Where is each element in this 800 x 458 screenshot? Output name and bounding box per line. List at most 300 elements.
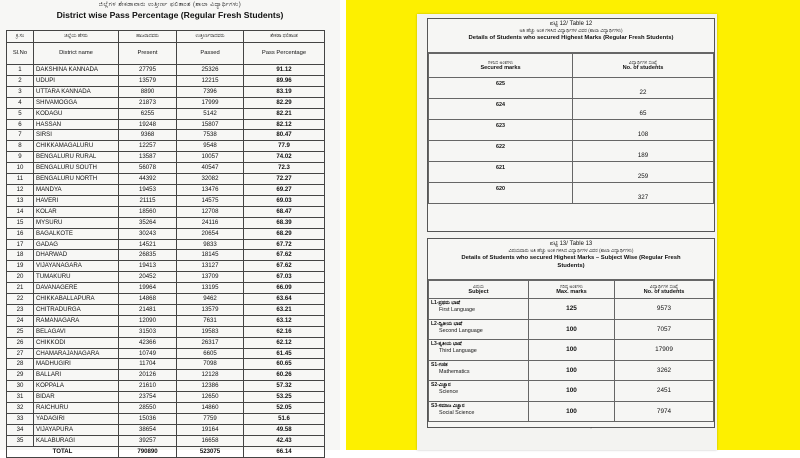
district-slno: 26 bbox=[7, 337, 34, 348]
table13-col-max-kn: ಗರಿಷ್ಠ ಅಂಕಗಳು bbox=[560, 284, 583, 289]
district-passed: 9833 bbox=[177, 239, 244, 250]
district-present: 21115 bbox=[119, 195, 177, 206]
district-row bbox=[7, 326, 325, 337]
district-table-header-row bbox=[7, 43, 325, 65]
district-slno: 10 bbox=[7, 163, 34, 174]
district-slno: 13 bbox=[7, 195, 34, 206]
district-percentage: 68.39 bbox=[244, 217, 325, 228]
district-present: 13587 bbox=[119, 152, 177, 163]
district-name: MYSURU bbox=[34, 217, 119, 228]
col-kn-slno: ಕ್ರ.ಸಂ bbox=[7, 31, 34, 43]
district-slno: 22 bbox=[7, 294, 34, 305]
table13-count: 7974 bbox=[615, 401, 714, 422]
district-slno: 3 bbox=[7, 86, 34, 97]
district-slno: 28 bbox=[7, 359, 34, 370]
table13-body bbox=[429, 299, 714, 422]
district-name: SHIVAMOGGA bbox=[34, 97, 119, 108]
district-percentage: 67.72 bbox=[244, 239, 325, 250]
table13-count: 3262 bbox=[615, 360, 714, 381]
district-name: CHAMARAJANAGARA bbox=[34, 348, 119, 359]
district-slno: 7 bbox=[7, 130, 34, 141]
district-slno: 20 bbox=[7, 272, 34, 283]
district-present: 38654 bbox=[119, 424, 177, 435]
table12 bbox=[428, 53, 714, 204]
district-name: KOPPALA bbox=[34, 381, 119, 392]
district-row bbox=[7, 392, 325, 403]
pen-mark: ˊ bbox=[590, 428, 593, 435]
table13-col-subject-kn: ವಿಷಯ bbox=[472, 284, 484, 289]
district-slno: 17 bbox=[7, 239, 34, 250]
table13-row bbox=[429, 340, 714, 361]
district-percentage: 49.58 bbox=[244, 424, 325, 435]
district-percentage: 82.12 bbox=[244, 119, 325, 130]
district-percentage: 57.32 bbox=[244, 381, 325, 392]
district-passed: 12128 bbox=[177, 370, 244, 381]
district-percentage: 72.27 bbox=[244, 174, 325, 185]
district-name: BAGALKOTE bbox=[34, 228, 119, 239]
district-name: CHIKKODI bbox=[34, 337, 119, 348]
district-passed: 12215 bbox=[177, 75, 244, 86]
table12-marks: 624 bbox=[429, 99, 573, 120]
total-label: TOTAL bbox=[7, 446, 119, 457]
district-name: UDUPI bbox=[34, 75, 119, 86]
table13-col-students-label: No. of students bbox=[643, 289, 685, 295]
table13-subject bbox=[429, 340, 529, 361]
district-table-title: District wise Pass Percentage (Regular Fresh Students) bbox=[56, 10, 284, 20]
district-row bbox=[7, 337, 325, 348]
total-passed: 523075 bbox=[177, 446, 244, 457]
district-percentage: 72.3 bbox=[244, 163, 325, 174]
district-name: SIRSI bbox=[34, 130, 119, 141]
district-row bbox=[7, 65, 325, 76]
table13-col-subject-label: Subject bbox=[468, 289, 489, 295]
district-table-kannada-heading: ಜಿಲ್ಲೆಗಳ ಶೇಕಡಾವಾರು ಉತ್ತೀರ್ಣ ಫಲಿತಾಂಶ (ಶಾಲಾ ವಿದ್ಯಾರ್ಥಿಗಳು) bbox=[98, 2, 242, 8]
district-name: RAMANAGARA bbox=[34, 315, 119, 326]
table13-subject-english: Third Language bbox=[439, 348, 477, 354]
district-row bbox=[7, 359, 325, 370]
table12-row bbox=[429, 141, 714, 162]
table13-subject bbox=[429, 319, 529, 340]
table12-label: ಪಟ್ಟಿ 12/ Table 12 bbox=[549, 21, 593, 27]
table12-col-students-kn: ವಿದ್ಯಾರ್ಥಿಗಳ ಸಂಖ್ಯೆ bbox=[628, 60, 658, 65]
table12-count: 22 bbox=[573, 78, 714, 99]
district-slno: 15 bbox=[7, 217, 34, 228]
district-passed: 13476 bbox=[177, 184, 244, 195]
district-name: BALLARI bbox=[34, 370, 119, 381]
table12-marks: 620 bbox=[429, 183, 573, 204]
district-present: 21873 bbox=[119, 97, 177, 108]
district-passed: 7396 bbox=[177, 86, 244, 97]
table13-max-marks: 100 bbox=[529, 340, 615, 361]
district-slno: 21 bbox=[7, 283, 34, 294]
table12-count: 65 bbox=[573, 99, 714, 120]
district-present: 10749 bbox=[119, 348, 177, 359]
district-slno: 25 bbox=[7, 326, 34, 337]
table12-row bbox=[429, 78, 714, 99]
district-present: 14521 bbox=[119, 239, 177, 250]
district-row bbox=[7, 119, 325, 130]
district-name: VIJAYANAGARA bbox=[34, 261, 119, 272]
district-results-page bbox=[0, 0, 340, 455]
district-name: HAVERI bbox=[34, 195, 119, 206]
district-percentage: 67.03 bbox=[244, 272, 325, 283]
district-passed: 7631 bbox=[177, 315, 244, 326]
table13-kannada-title: ವಿಷಯವಾರು ಅತಿ ಹೆಚ್ಚು ಅಂಕ ಗಳಿಸಿದ ವಿದ್ಯಾರ್ಥಿಗಳ ವಿವರ (ಶಾಲಾ ವಿದ್ಯಾರ್ಥಿಗಳು) bbox=[508, 249, 634, 254]
district-name: BIDAR bbox=[34, 392, 119, 403]
district-name: CHITRADURGA bbox=[34, 304, 119, 315]
district-present: 9368 bbox=[119, 130, 177, 141]
district-passed: 10057 bbox=[177, 152, 244, 163]
district-slno: 29 bbox=[7, 370, 34, 381]
district-percentage: 62.12 bbox=[244, 337, 325, 348]
district-passed: 9462 bbox=[177, 294, 244, 305]
district-table-kannada-header-row bbox=[7, 31, 325, 43]
district-row bbox=[7, 228, 325, 239]
district-slno: 23 bbox=[7, 304, 34, 315]
district-row bbox=[7, 184, 325, 195]
district-percentage: 63.21 bbox=[244, 304, 325, 315]
district-name: BENGALURU RURAL bbox=[34, 152, 119, 163]
district-present: 42366 bbox=[119, 337, 177, 348]
district-name: KODAGU bbox=[34, 108, 119, 119]
district-percentage: 62.16 bbox=[244, 326, 325, 337]
table13-row bbox=[429, 401, 714, 422]
district-name: BENGALURU NORTH bbox=[34, 174, 119, 185]
table13-subject bbox=[429, 381, 529, 402]
col-kn-passed: ಉತ್ತೀರ್ಣರಾದವರು bbox=[177, 31, 244, 43]
table12-box bbox=[427, 18, 715, 232]
district-passed: 19164 bbox=[177, 424, 244, 435]
district-present: 12090 bbox=[119, 315, 177, 326]
district-row bbox=[7, 424, 325, 435]
district-row bbox=[7, 97, 325, 108]
district-name: CHIKKABALLAPURA bbox=[34, 294, 119, 305]
district-name: DAKSHINA KANNADA bbox=[34, 65, 119, 76]
table12-header-row bbox=[429, 54, 714, 78]
district-row bbox=[7, 86, 325, 97]
district-passed: 24116 bbox=[177, 217, 244, 228]
table13-max-marks: 100 bbox=[529, 381, 615, 402]
district-row bbox=[7, 414, 325, 425]
district-passed: 12708 bbox=[177, 206, 244, 217]
district-passed: 13127 bbox=[177, 261, 244, 272]
district-name: KOLAR bbox=[34, 206, 119, 217]
district-name: BELAGAVI bbox=[34, 326, 119, 337]
district-present: 15036 bbox=[119, 414, 177, 425]
district-present: 12257 bbox=[119, 141, 177, 152]
district-passed: 17999 bbox=[177, 97, 244, 108]
district-row bbox=[7, 403, 325, 414]
table13-subject-kannada: L3-ತೃತೀಯ ಭಾಷೆ bbox=[431, 341, 462, 347]
district-present: 26835 bbox=[119, 250, 177, 261]
district-percentage: 82.21 bbox=[244, 108, 325, 119]
col-kn-district: ಜಿಲ್ಲೆಯ ಹೆಸರು bbox=[34, 31, 119, 43]
table13-row bbox=[429, 381, 714, 402]
total-percentage: 66.14 bbox=[244, 446, 325, 457]
table13-subject-english: Science bbox=[439, 389, 459, 395]
district-percentage: 51.6 bbox=[244, 414, 325, 425]
district-percentage: 68.47 bbox=[244, 206, 325, 217]
table13-header bbox=[428, 239, 714, 280]
district-percentage: 83.19 bbox=[244, 86, 325, 97]
district-present: 8890 bbox=[119, 86, 177, 97]
col-kn-percentage: ಶೇಕಡಾ ಫಲಿತಾಂಶ bbox=[244, 31, 325, 43]
district-slno: 12 bbox=[7, 184, 34, 195]
table13-subject-kannada: S3-ಸಮಾಜ ವಿಜ್ಞಾನ bbox=[431, 402, 465, 409]
district-present: 35264 bbox=[119, 217, 177, 228]
district-passed: 32082 bbox=[177, 174, 244, 185]
table12-col-marks bbox=[429, 54, 573, 78]
district-table-body bbox=[7, 65, 325, 447]
table12-marks: 625 bbox=[429, 78, 573, 99]
district-present: 20126 bbox=[119, 370, 177, 381]
district-row bbox=[7, 250, 325, 261]
district-name: GADAG bbox=[34, 239, 119, 250]
district-name: UTTARA KANNADA bbox=[34, 86, 119, 97]
table12-col-students-label: No. of students bbox=[622, 65, 664, 71]
district-row bbox=[7, 141, 325, 152]
table13-subject-english: Mathematics bbox=[439, 368, 470, 375]
district-name: CHIKKAMAGALURU bbox=[34, 141, 119, 152]
district-row bbox=[7, 174, 325, 185]
district-slno: 24 bbox=[7, 315, 34, 326]
district-passed: 16658 bbox=[177, 435, 244, 446]
district-row bbox=[7, 348, 325, 359]
district-name: YADAGIRI bbox=[34, 414, 119, 425]
total-present: 790890 bbox=[119, 446, 177, 457]
district-present: 19413 bbox=[119, 261, 177, 272]
district-row bbox=[7, 294, 325, 305]
table13-col-max bbox=[529, 281, 615, 299]
col-slno: Sl.No bbox=[7, 43, 34, 65]
district-row bbox=[7, 130, 325, 141]
table13 bbox=[428, 280, 714, 422]
table12-count: 259 bbox=[573, 162, 714, 183]
district-percentage: 53.25 bbox=[244, 392, 325, 403]
district-name: HASSAN bbox=[34, 119, 119, 130]
district-name: TUMAKURU bbox=[34, 272, 119, 283]
table12-header bbox=[428, 19, 714, 53]
district-passed: 9548 bbox=[177, 141, 244, 152]
district-present: 19964 bbox=[119, 283, 177, 294]
table12-count: 327 bbox=[573, 183, 714, 204]
district-row bbox=[7, 195, 325, 206]
district-percentage: 63.64 bbox=[244, 294, 325, 305]
district-name: DAVANAGERE bbox=[34, 283, 119, 294]
district-percentage: 60.65 bbox=[244, 359, 325, 370]
district-passed: 7538 bbox=[177, 130, 244, 141]
district-name: BENGALURU SOUTH bbox=[34, 163, 119, 174]
table13-max-marks: 125 bbox=[529, 299, 615, 320]
district-passed: 14860 bbox=[177, 403, 244, 414]
district-passed: 6605 bbox=[177, 348, 244, 359]
district-present: 14868 bbox=[119, 294, 177, 305]
table13-subject bbox=[429, 360, 529, 381]
district-percentage: 61.45 bbox=[244, 348, 325, 359]
table13-subject-english: Second Language bbox=[439, 327, 483, 334]
district-pass-table bbox=[6, 30, 325, 458]
district-percentage: 67.62 bbox=[244, 261, 325, 272]
district-slno: 32 bbox=[7, 403, 34, 414]
district-percentage: 60.26 bbox=[244, 370, 325, 381]
table13-max-marks: 100 bbox=[529, 401, 615, 422]
district-row bbox=[7, 370, 325, 381]
district-passed: 13709 bbox=[177, 272, 244, 283]
district-percentage: 74.02 bbox=[244, 152, 325, 163]
district-present: 27795 bbox=[119, 65, 177, 76]
district-row bbox=[7, 315, 325, 326]
district-passed: 13195 bbox=[177, 283, 244, 294]
district-slno: 6 bbox=[7, 119, 34, 130]
district-row bbox=[7, 163, 325, 174]
table13-subject-english: Social Science bbox=[439, 409, 475, 416]
district-percentage: 82.29 bbox=[244, 97, 325, 108]
table13-col-students bbox=[615, 281, 714, 299]
district-slno: 34 bbox=[7, 424, 34, 435]
district-slno: 18 bbox=[7, 250, 34, 261]
district-present: 11704 bbox=[119, 359, 177, 370]
district-percentage: 77.9 bbox=[244, 141, 325, 152]
district-present: 31503 bbox=[119, 326, 177, 337]
district-slno: 5 bbox=[7, 108, 34, 119]
table12-marks: 623 bbox=[429, 120, 573, 141]
district-percentage: 69.03 bbox=[244, 195, 325, 206]
district-slno: 1 bbox=[7, 65, 34, 76]
district-row bbox=[7, 304, 325, 315]
district-row bbox=[7, 152, 325, 163]
district-slno: 31 bbox=[7, 392, 34, 403]
district-percentage: 52.05 bbox=[244, 403, 325, 414]
table12-row bbox=[429, 120, 714, 141]
district-passed: 15807 bbox=[177, 119, 244, 130]
district-passed: 5142 bbox=[177, 108, 244, 119]
district-passed: 13579 bbox=[177, 304, 244, 315]
district-present: 23754 bbox=[119, 392, 177, 403]
district-name: MADHUGIRI bbox=[34, 359, 119, 370]
table13-title: Details of Students who secured Highest Marks – Subject Wise (Regular Fresh Students) bbox=[461, 255, 681, 269]
table12-count: 108 bbox=[573, 120, 714, 141]
table12-marks: 622 bbox=[429, 141, 573, 162]
district-percentage: 42.43 bbox=[244, 435, 325, 446]
district-name: MANDYA bbox=[34, 184, 119, 195]
table13-col-students-kn: ವಿದ್ಯಾರ್ಥಿಗಳ ಸಂಖ್ಯೆ bbox=[649, 284, 679, 289]
district-name: DHARWAD bbox=[34, 250, 119, 261]
district-total-row bbox=[7, 446, 325, 457]
district-present: 19453 bbox=[119, 184, 177, 195]
district-slno: 19 bbox=[7, 261, 34, 272]
district-slno: 27 bbox=[7, 348, 34, 359]
district-passed: 14575 bbox=[177, 195, 244, 206]
table12-count: 189 bbox=[573, 141, 714, 162]
table13-subject-english: First Language bbox=[439, 307, 475, 313]
district-row bbox=[7, 75, 325, 86]
district-row bbox=[7, 239, 325, 250]
district-present: 19248 bbox=[119, 119, 177, 130]
district-percentage: 91.12 bbox=[244, 65, 325, 76]
table13-row bbox=[429, 319, 714, 340]
district-slno: 2 bbox=[7, 75, 34, 86]
table13-col-max-label: Max. marks bbox=[556, 289, 587, 295]
table13-label: ಪಟ್ಟಿ 13/ Table 13 bbox=[549, 241, 593, 247]
table13-subject-kannada: L2-ದ್ವಿತೀಯ ಭಾಷೆ bbox=[431, 320, 463, 327]
table13-count: 7057 bbox=[615, 319, 714, 340]
table13-header-row bbox=[429, 281, 714, 299]
district-passed: 26317 bbox=[177, 337, 244, 348]
district-present: 13579 bbox=[119, 75, 177, 86]
district-present: 44392 bbox=[119, 174, 177, 185]
table12-row bbox=[429, 183, 714, 204]
district-row bbox=[7, 217, 325, 228]
table13-max-marks: 100 bbox=[529, 360, 615, 381]
district-passed: 25326 bbox=[177, 65, 244, 76]
col-passed: Passed bbox=[177, 43, 244, 65]
table13-count: 17909 bbox=[615, 340, 714, 361]
district-present: 20452 bbox=[119, 272, 177, 283]
table13-subject bbox=[429, 299, 529, 320]
district-percentage: 67.62 bbox=[244, 250, 325, 261]
district-present: 6255 bbox=[119, 108, 177, 119]
district-passed: 12650 bbox=[177, 392, 244, 403]
table12-marks: 621 bbox=[429, 162, 573, 183]
table12-col-students bbox=[573, 54, 714, 78]
district-slno: 33 bbox=[7, 414, 34, 425]
table13-col-subject bbox=[429, 281, 529, 299]
district-slno: 8 bbox=[7, 141, 34, 152]
district-row bbox=[7, 206, 325, 217]
table13-subject-kannada: S1-ಗಣಿತ bbox=[431, 361, 448, 368]
district-name: KALABURAGI bbox=[34, 435, 119, 446]
table12-title: Details of Students who secured Highest Marks (Regular Fresh Students) bbox=[468, 35, 674, 41]
table12-col-marks-label: Secured marks bbox=[480, 65, 521, 71]
table12-col-marks-kn: ಗಳಿಸಿದ ಅಂಕಗಳು bbox=[487, 60, 514, 65]
table12-body bbox=[429, 78, 714, 204]
table13-subject bbox=[429, 401, 529, 422]
table13-subject-kannada: S2-ವಿಜ್ಞಾನ bbox=[431, 382, 451, 388]
table13-box bbox=[427, 238, 715, 428]
table12-row bbox=[429, 99, 714, 120]
district-percentage: 63.12 bbox=[244, 315, 325, 326]
district-passed: 40547 bbox=[177, 163, 244, 174]
district-present: 28550 bbox=[119, 403, 177, 414]
table13-subject-kannada: L1-ಪ್ರಥಮ ಭಾಷೆ bbox=[431, 300, 461, 306]
district-present: 21481 bbox=[119, 304, 177, 315]
district-slno: 11 bbox=[7, 174, 34, 185]
table13-row bbox=[429, 299, 714, 320]
district-passed: 18145 bbox=[177, 250, 244, 261]
district-row bbox=[7, 261, 325, 272]
district-passed: 12386 bbox=[177, 381, 244, 392]
district-present: 18560 bbox=[119, 206, 177, 217]
col-kn-present: ಹಾಜರಾದವರು bbox=[119, 31, 177, 43]
district-row bbox=[7, 381, 325, 392]
district-present: 30243 bbox=[119, 228, 177, 239]
district-row bbox=[7, 272, 325, 283]
district-passed: 7759 bbox=[177, 414, 244, 425]
district-present: 56078 bbox=[119, 163, 177, 174]
district-percentage: 66.09 bbox=[244, 283, 325, 294]
table13-count: 2451 bbox=[615, 381, 714, 402]
district-row bbox=[7, 435, 325, 446]
col-percentage: Pass Percentage bbox=[244, 43, 325, 65]
district-slno: 30 bbox=[7, 381, 34, 392]
district-slno: 14 bbox=[7, 206, 34, 217]
district-row bbox=[7, 108, 325, 119]
table12-kannada-title: ಅತಿ ಹೆಚ್ಚು ಅಂಕ ಗಳಿಸಿದ ವಿದ್ಯಾರ್ಥಿಗಳ ವಿವರ (ಶಾಲಾ ವಿದ್ಯಾರ್ಥಿಗಳು) bbox=[519, 29, 623, 34]
table12-row bbox=[429, 162, 714, 183]
district-slno: 35 bbox=[7, 435, 34, 446]
table13-max-marks: 100 bbox=[529, 319, 615, 340]
district-percentage: 69.27 bbox=[244, 184, 325, 195]
